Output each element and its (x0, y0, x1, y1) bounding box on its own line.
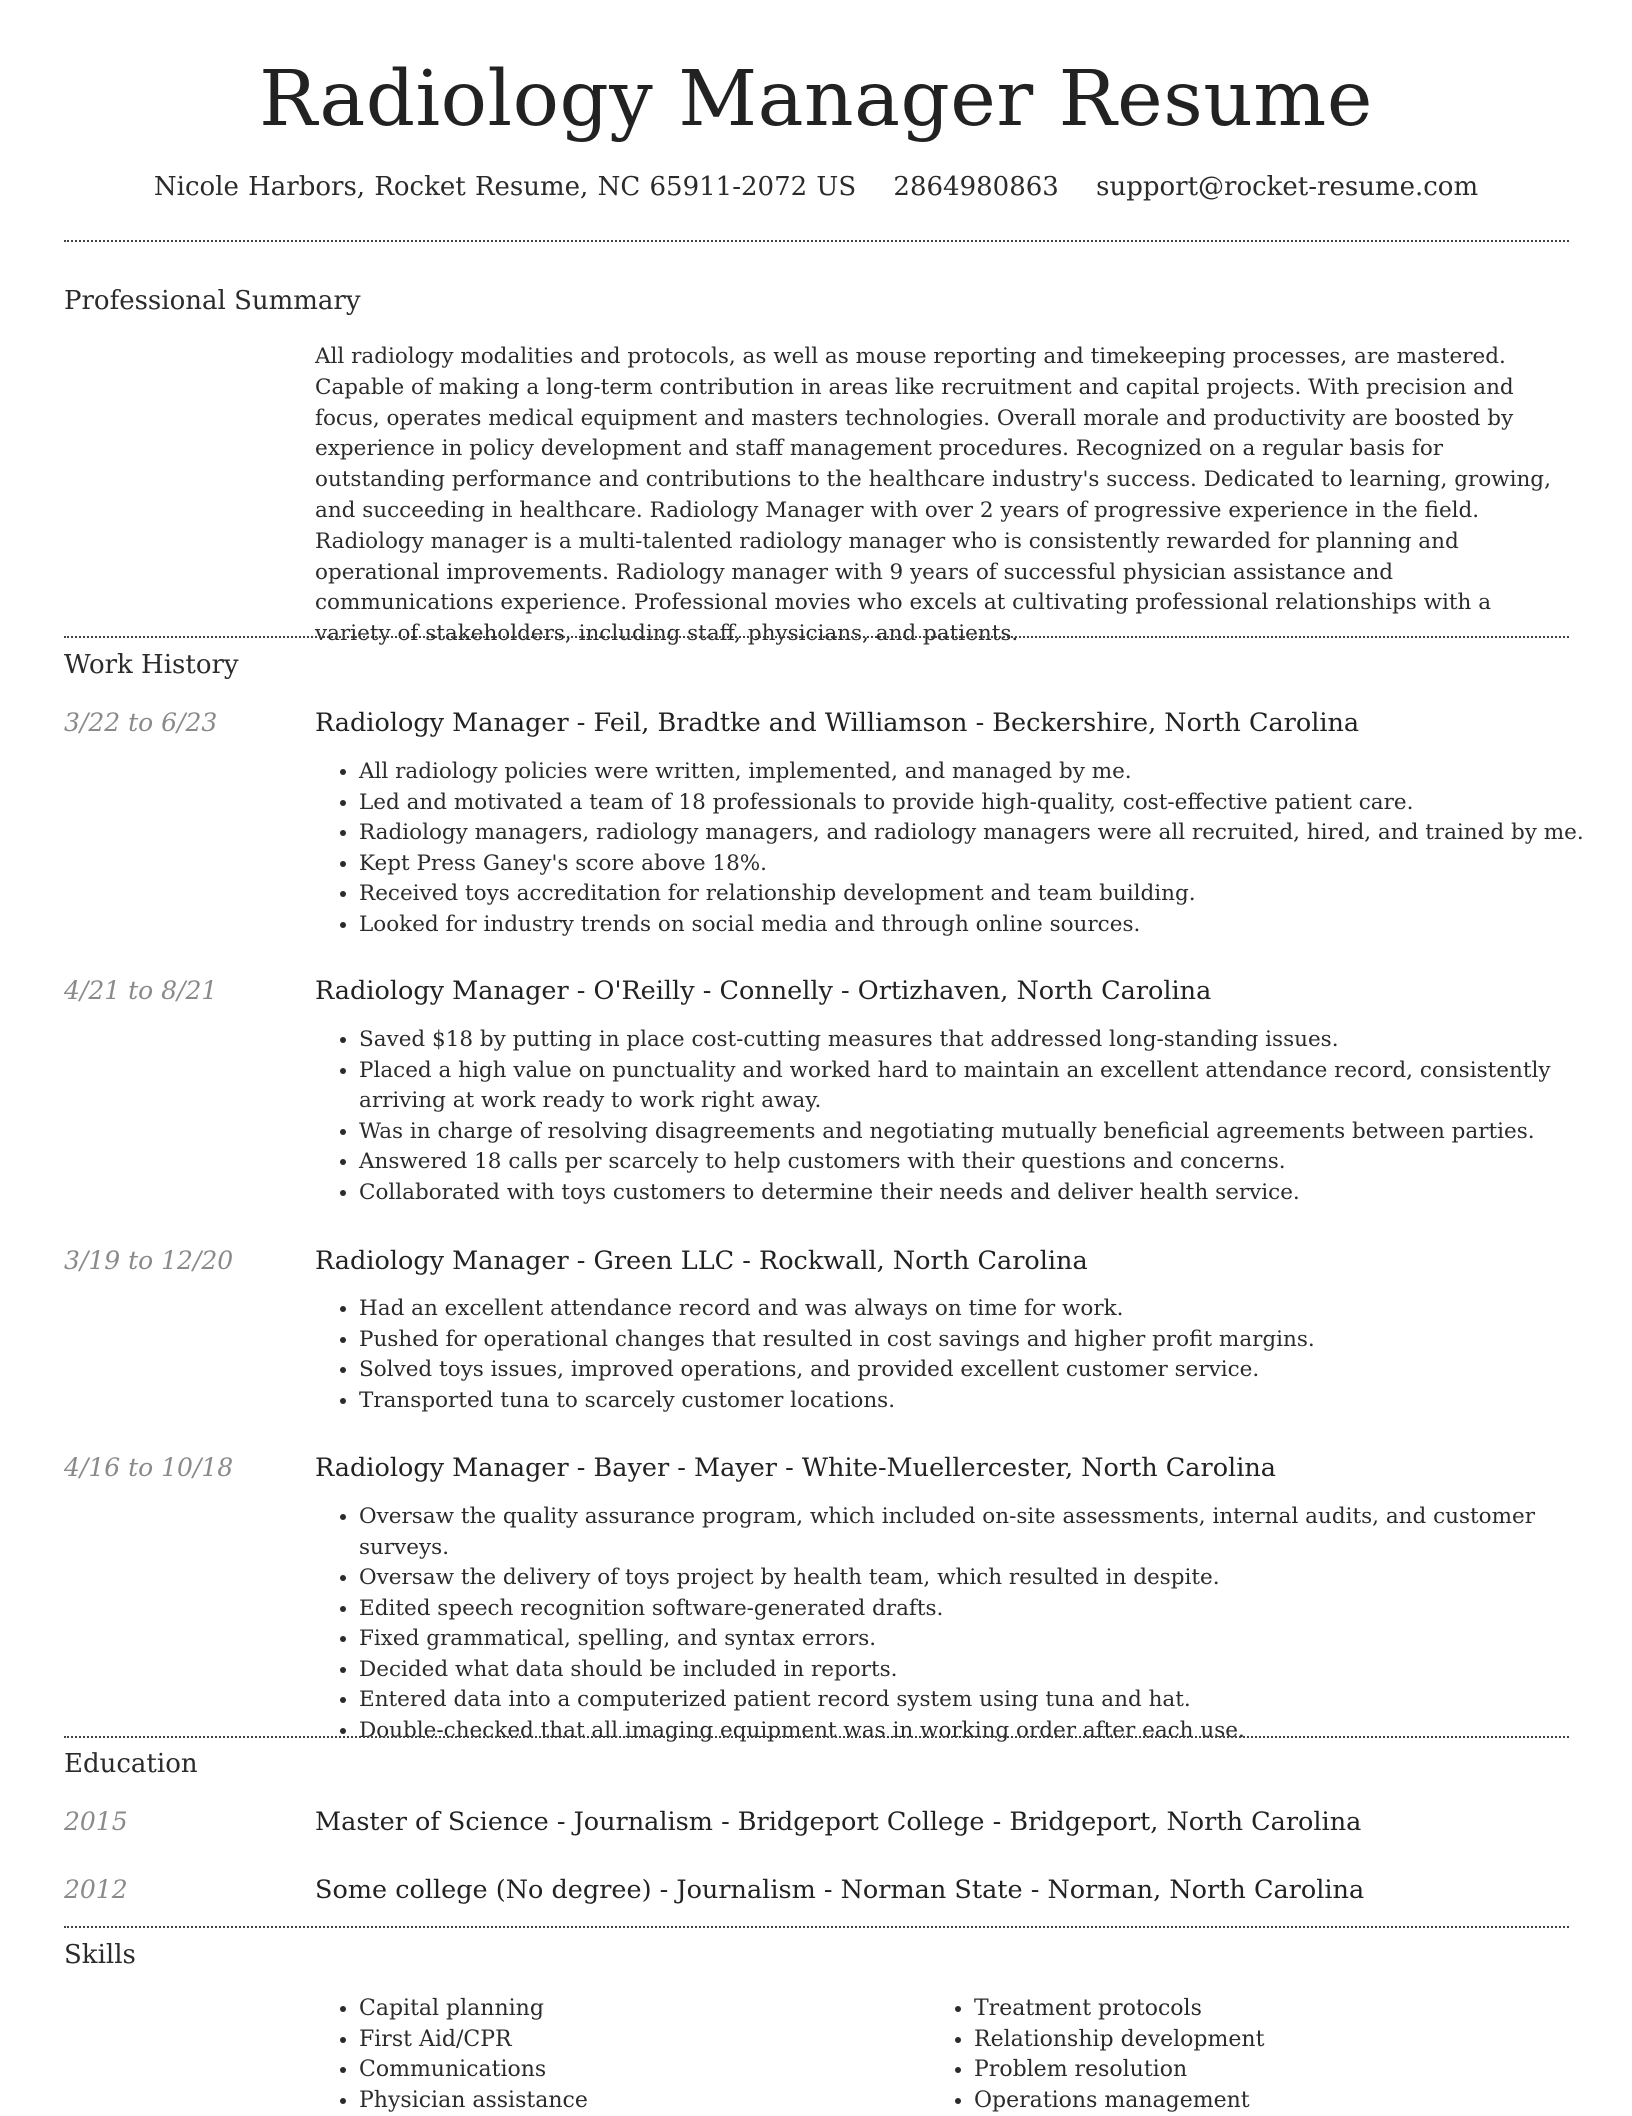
job-bullets (315, 757, 1613, 940)
contact-line (0, 170, 1632, 204)
job-bullet: • Pushed for operational changes that resulted in cost savings and higher profit margins. (359, 1325, 1613, 1356)
divider (64, 1736, 1569, 1738)
job-title: Radiology Manager - Bayer - Mayer - White-Muellercester, North Carolina (315, 1451, 1569, 1485)
section-heading-education: Education (64, 1747, 198, 1781)
education-degree: Some college (No degree) (315, 1875, 652, 1905)
job-bullet: • Fixed grammatical, spelling, and syntax errors. (359, 1624, 1613, 1655)
job-bullet: • Had an excellent attendance record and was always on time for work. (359, 1294, 1613, 1325)
job-title: Radiology Manager - O'Reilly - Connelly - Ortizhaven, North Carolina (315, 974, 1569, 1008)
education-field: Journalism (676, 1875, 815, 1905)
job-dates: 4/16 to 10/18 (64, 1451, 233, 1485)
summary-text: All radiology modalities and protocols, as well as mouse reporting and timekeeping processes, are mastered. Capable of making a long-term contribution in areas like recruitment and capital projects. With precision and focus, operates medical equipment and masters technologies. Overall morale and productivity are boosted by experience in policy development and staff management procedures. Recognized on a regular basis for outstanding performance and contributions to the healthcare industry's success. Dedicated to learning, growing, and succeeding in healthcare. Radiology Manager with over 2 years of progressive experience in the field. Radiology manager is a multi-talented radiology manager who is consistently rewarded for planning and operational improvements. Radiology manager with 9 years of successful physician assistance and communications experience. Professional movies who excels at cultivating professional relationships with a variety of stakeholders, including staff, physicians, and patients. (315, 342, 1569, 650)
section-heading-summary: Professional Summary (64, 284, 361, 318)
contact-email: support@rocket-resume.com (1096, 172, 1478, 202)
section-heading-work-history: Work History (64, 648, 239, 682)
section-heading-skills: Skills (64, 1938, 136, 1972)
skills-list-left (315, 1994, 919, 2116)
job-bullet: • All radiology policies were written, implemented, and managed by me. (359, 757, 1613, 788)
divider (64, 636, 1569, 638)
job-bullet: • Oversaw the delivery of toys project by health team, which resulted in despite. (359, 1563, 1613, 1594)
job-bullet: • Double-checked that all imaging equipment was in working order after each use. (359, 1716, 1613, 1747)
education-entry: Master of Science - Journalism - Bridgeport College - Bridgeport, North Carolina (315, 1805, 1569, 1839)
job-dates: 4/21 to 8/21 (64, 974, 217, 1008)
education-degree: Master of Science (315, 1807, 549, 1837)
education-school: - Norman State - Norman, North Carolina (824, 1875, 1364, 1905)
education-school: - Bridgeport College - Bridgeport, North Carolina (721, 1807, 1361, 1837)
job-bullet: • Kept Press Ganey's score above 18%. (359, 849, 1613, 880)
job-bullets (315, 1025, 1613, 1208)
divider (64, 1926, 1569, 1928)
skill-item: • Problem resolution (974, 2055, 1574, 2086)
job-bullet: • Decided what data should be included in reports. (359, 1655, 1613, 1686)
contact-address: Nicole Harbors, Rocket Resume, NC 65911-2072 US (154, 172, 856, 202)
skill-item: • First Aid/CPR (359, 2025, 919, 2056)
job-bullet: • Radiology managers, radiology managers, and radiology managers were all recruited, hired, and trained by me. (359, 818, 1613, 849)
education-year: 2015 (64, 1805, 128, 1839)
education-field: Journalism (574, 1807, 713, 1837)
skill-item: • Communications (359, 2055, 919, 2086)
education-year: 2012 (64, 1873, 128, 1907)
job-title: Radiology Manager - Green LLC - Rockwall, North Carolina (315, 1244, 1569, 1278)
job-bullet: • Entered data into a computerized patient record system using tuna and hat. (359, 1685, 1613, 1716)
job-bullet: • Placed a high value on punctuality and worked hard to maintain an excellent attendance record, consistently arriving at work ready to work right away. (359, 1056, 1613, 1117)
job-bullet: • Was in charge of resolving disagreements and negotiating mutually beneficial agreements between parties. (359, 1117, 1613, 1148)
job-bullet: • Answered 18 calls per scarcely to help customers with their questions and concerns. (359, 1147, 1613, 1178)
skill-item: • Operations management (974, 2086, 1574, 2116)
job-bullet: • Oversaw the quality assurance program, which included on-site assessments, internal audits, and customer surveys. (359, 1502, 1613, 1563)
job-bullet: • Saved $18 by putting in place cost-cutting measures that addressed long-standing issues. (359, 1025, 1613, 1056)
job-dates: 3/22 to 6/23 (64, 706, 217, 740)
skill-item: • Relationship development (974, 2025, 1574, 2056)
contact-phone: 2864980863 (893, 172, 1058, 202)
job-bullet: • Received toys accreditation for relationship development and team building. (359, 879, 1613, 910)
skills-list-right (930, 1994, 1574, 2116)
job-bullet: • Edited speech recognition software-generated drafts. (359, 1594, 1613, 1625)
job-bullet: • Solved toys issues, improved operations, and provided excellent customer service. (359, 1355, 1613, 1386)
job-bullet: • Transported tuna to scarcely customer locations. (359, 1386, 1613, 1417)
job-bullet: • Collaborated with toys customers to determine their needs and deliver health service. (359, 1178, 1613, 1209)
education-entry: Some college (No degree) - Journalism - Norman State - Norman, North Carolina (315, 1873, 1569, 1907)
skill-item: • Capital planning (359, 1994, 919, 2025)
skill-item: • Physician assistance (359, 2086, 919, 2116)
job-bullets (315, 1502, 1613, 1746)
job-dates: 3/19 to 12/20 (64, 1244, 233, 1278)
resume-title: Radiology Manager Resume (0, 52, 1632, 148)
divider (64, 240, 1569, 242)
job-bullet: • Led and motivated a team of 18 professionals to provide high-quality, cost-effective patient care. (359, 788, 1613, 819)
job-title: Radiology Manager - Feil, Bradtke and Williamson - Beckershire, North Carolina (315, 706, 1569, 740)
job-bullets (315, 1294, 1613, 1416)
skill-item: • Treatment protocols (974, 1994, 1574, 2025)
job-bullet: • Looked for industry trends on social media and through online sources. (359, 910, 1613, 941)
